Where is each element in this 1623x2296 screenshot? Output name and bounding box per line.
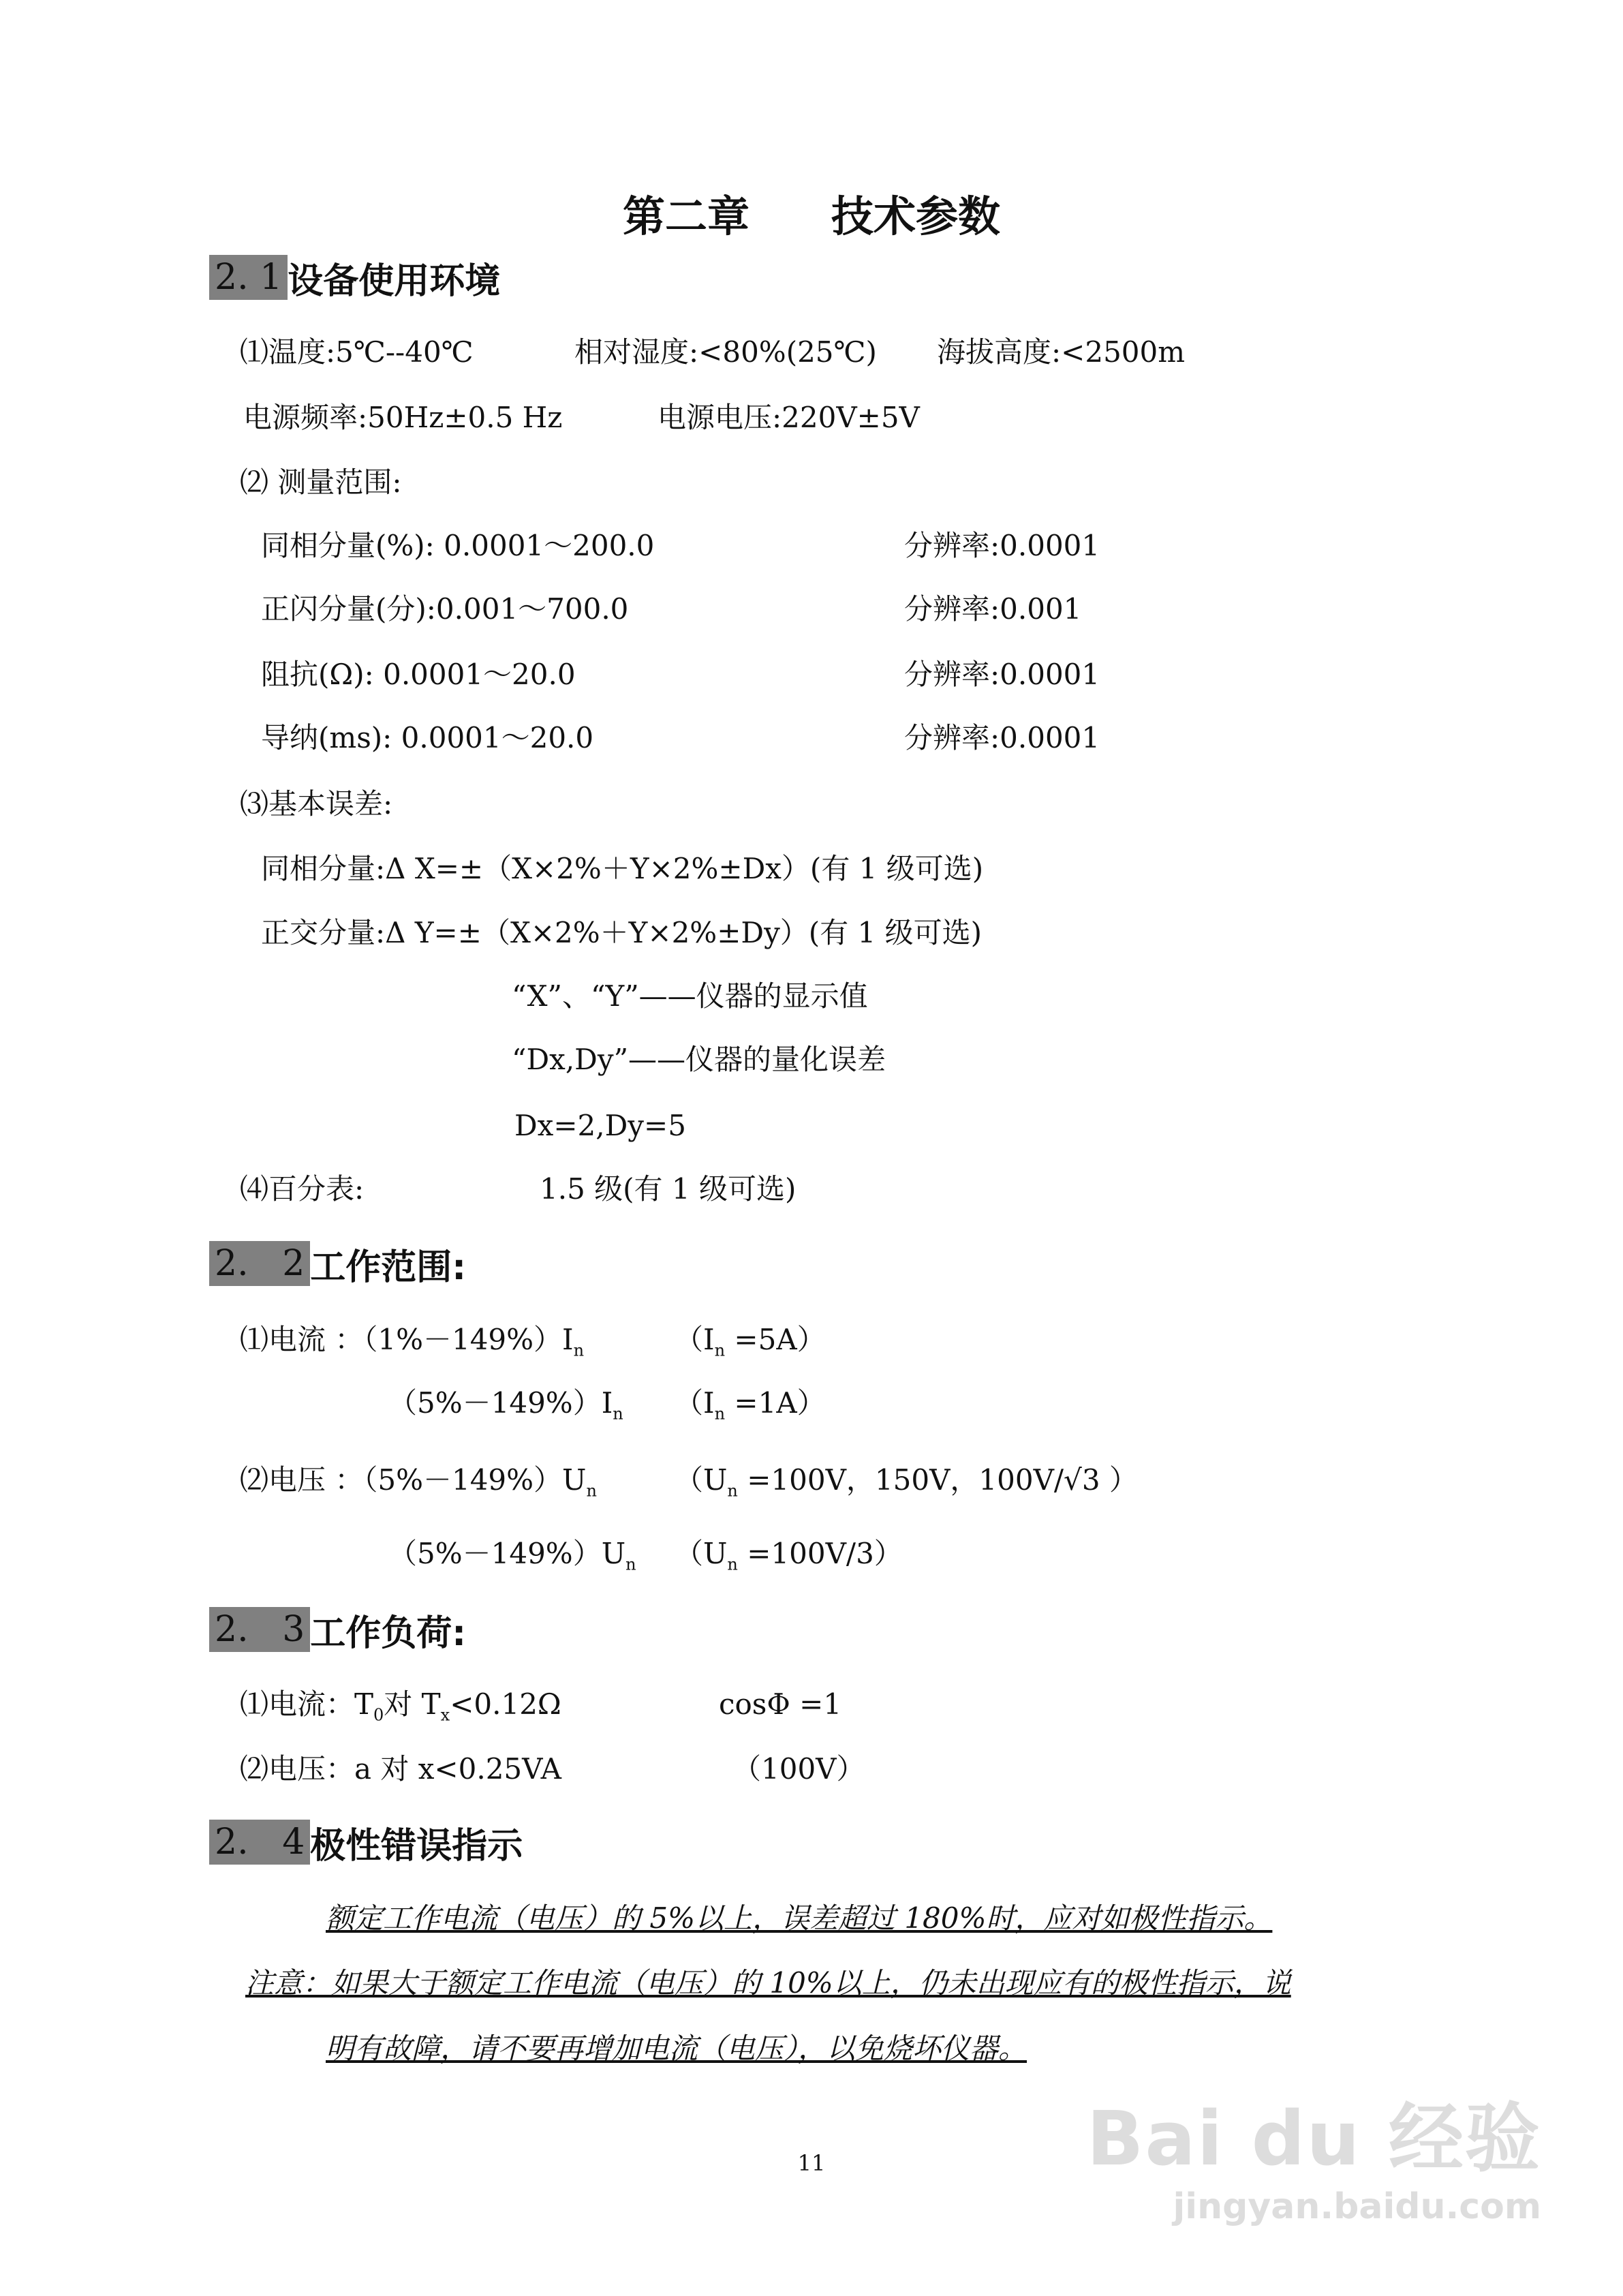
- range-item: 同相分量(%): 0.0001～200.0: [261, 529, 655, 562]
- section-2-2-heading: 2. 2 工作范围:: [209, 1241, 466, 1286]
- error-note: Dx=2,Dy=5: [514, 1109, 686, 1142]
- load-voltage: ⑵电压：a 对 x<0.25VA: [240, 1752, 561, 1786]
- voltage-rated-2: $(U_n =100V/3)$: [675, 1537, 903, 1574]
- range-item: 导纳(ms): 0.0001～20.0: [261, 721, 594, 754]
- env-humidity: 相对湿度:<80%(25℃): [574, 335, 877, 369]
- voltage-rated-1: （$U_n =100V$，150V，100V/√3 ）: [675, 1463, 1138, 1501]
- baidu-jingyan-watermark: Bai du 经验 jingyan.baidu.com: [1086, 2095, 1541, 2227]
- section-2-3-heading: 2. 3 工作负荷:: [209, 1607, 466, 1652]
- env-frequency: 电源频率:50Hz±0.5 Hz: [243, 401, 563, 434]
- current-rated-2: $(I_n =1A)$: [675, 1386, 826, 1424]
- error-inphase: 同相分量:Δ X=±（X×2%＋Y×2%±Dx）(有 1 级可选): [261, 852, 984, 885]
- load-voltage-rated: （100V）: [732, 1752, 865, 1786]
- env-voltage: 电源电压:220V±5V: [658, 401, 920, 434]
- range-heading: ⑵ 测量范围:: [240, 465, 402, 499]
- load-power-factor: cosΦ =1: [719, 1687, 842, 1721]
- env-temperature: ⑴温度:5℃--40℃: [240, 335, 474, 369]
- polarity-warning: 注意：如果大于额定工作电流（电压）的 10%以上，仍未出现应有的极性指示，说: [245, 1966, 1291, 2000]
- range-item: 阻抗(Ω): 0.0001～20.0: [261, 658, 576, 691]
- polarity-warning-cont: 明有故障，请不要再增加电流（电压），以免烧坏仪器。: [326, 2032, 1027, 2065]
- range-item: 正闪分量(分):0.001～700.0: [261, 592, 629, 626]
- page-number: 11: [797, 2150, 826, 2176]
- section-2-4-heading: 2. 4 极性错误指示: [209, 1820, 523, 1865]
- voltage-range-1: ⑵电压 ：$(5\%-149\%)U_n$: [240, 1463, 597, 1501]
- range-resolution: 分辨率:0.001: [904, 592, 1082, 626]
- error-quadrature: 正交分量:Δ Y=±（X×2%＋Y×2%±Dy）(有 1 级可选): [261, 916, 982, 949]
- polarity-text: 额定工作电流（电压）的 5%以上，误差超过 180%时，应对如极性指示。: [326, 1901, 1273, 1935]
- error-note: “Dx,Dy”——仪器的量化误差: [512, 1043, 886, 1076]
- current-range-1: ⑴电流 ：$(1\%-149\%)I_n$: [240, 1323, 585, 1360]
- range-resolution: 分辨率:0.0001: [904, 721, 1100, 754]
- load-current: ⑴电流：$T_0$对 $T_x<0.12\Omega$: [240, 1687, 561, 1725]
- range-resolution: 分辨率:0.0001: [904, 529, 1100, 562]
- env-altitude: 海拔高度:<2500m: [937, 335, 1186, 369]
- percent-meter-value: 1.5 级(有 1 级可选): [540, 1172, 797, 1206]
- range-resolution: 分辨率:0.0001: [904, 658, 1100, 691]
- section-2-1-heading: 2. 1 设备使用环境: [209, 255, 500, 300]
- chapter-title: 第二章 技术参数: [622, 192, 1001, 241]
- current-range-2: $(5\%-149\%)I_n$: [388, 1386, 623, 1424]
- current-rated-1: $(I_n =5A)$: [675, 1323, 826, 1360]
- voltage-range-2: $(5\%-149\%)U_n$: [388, 1537, 636, 1574]
- percent-meter-label: ⑷百分表:: [240, 1172, 365, 1206]
- error-heading: ⑶基本误差:: [240, 787, 393, 821]
- error-note: “X”、“Y”——仪器的显示值: [512, 979, 868, 1013]
